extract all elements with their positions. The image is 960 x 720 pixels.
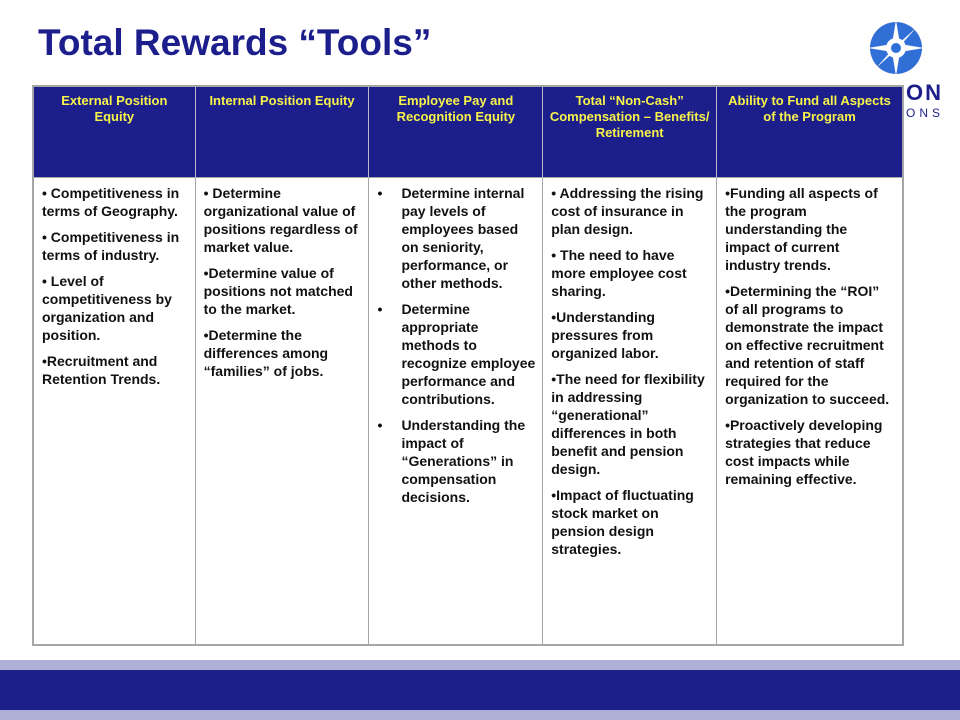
logo-text: ON (906, 80, 943, 105)
list-item: •Determine the differences among “families” of jobs. (203, 327, 329, 379)
list-item: • Level of competitiveness by organization and position. (42, 273, 172, 343)
list-item: • The need to have more employee cost sharing. (551, 247, 687, 299)
list-item-text: Determine internal pay levels of employees based on seniority, performance, or other methods. (401, 185, 525, 291)
list-item: •Recruitment and Retention Trends. (42, 353, 161, 387)
list-item (377, 416, 536, 506)
list-item: • Addressing the rising cost of insurance in plan design. (551, 185, 704, 237)
footer-band-light-bottom (0, 710, 960, 720)
bullet-icon: • (377, 417, 383, 433)
list-item: •Determining the “ROI” of all programs to demonstrate the impact on effective recruitment and retention of staff required for the organization to succeed. (725, 283, 890, 407)
column-external-position-equity (33, 178, 195, 646)
table-row (33, 178, 903, 646)
list-item: • Determine organizational value of positions regardless of market value. (203, 185, 358, 255)
column-internal-position-equity (195, 178, 369, 646)
footer-band-light (0, 660, 960, 670)
list-item (377, 184, 536, 292)
list-item (377, 300, 536, 408)
header-internal-position-equity: Internal Position Equity (195, 86, 369, 178)
column-ability-to-fund (717, 178, 903, 646)
list-item: • Competitiveness in terms of industry. (42, 229, 180, 263)
bullet-icon: • (377, 185, 383, 201)
list-item-text: Determine appropriate methods to recognize employee performance and contributions. (401, 301, 536, 407)
header-non-cash-compensation: Total “Non-Cash” Compensation – Benefits/ Retirement (543, 86, 717, 178)
header-external-position-equity: External Position Equity (33, 86, 195, 178)
compass-star-icon (866, 18, 926, 78)
list-item: •Understanding pressures from organized labor. (551, 309, 659, 361)
list-item: •Proactively developing strategies that reduce cost impacts while remaining effective. (725, 417, 883, 487)
column-employee-pay-recognition-equity (369, 178, 543, 646)
list-item: •Impact of fluctuating stock market on pension design strategies. (551, 487, 694, 557)
total-rewards-table (32, 85, 904, 646)
header-ability-to-fund: Ability to Fund all Aspects of the Program (717, 86, 903, 178)
page-title: Total Rewards “Tools” (38, 22, 432, 63)
list-item-text: Understanding the impact of “Generations” in compensation decisions. (401, 417, 526, 505)
list-item: •Funding all aspects of the program understanding the impact of current industry trends. (725, 185, 878, 273)
list-item: •The need for flexibility in addressing “generational” differences in both benefit and pension design. (551, 371, 705, 477)
column-non-cash-compensation (543, 178, 717, 646)
table-header-row (33, 86, 903, 178)
list-item: • Competitiveness in terms of Geography. (42, 185, 180, 219)
footer-band-dark (0, 670, 960, 710)
list-item: •Determine value of positions not matched to the market. (203, 265, 353, 317)
logo-subtext: ONS (906, 106, 945, 120)
bullet-icon: • (377, 301, 383, 317)
header-employee-pay-recognition-equity: Employee Pay and Recognition Equity (369, 86, 543, 178)
